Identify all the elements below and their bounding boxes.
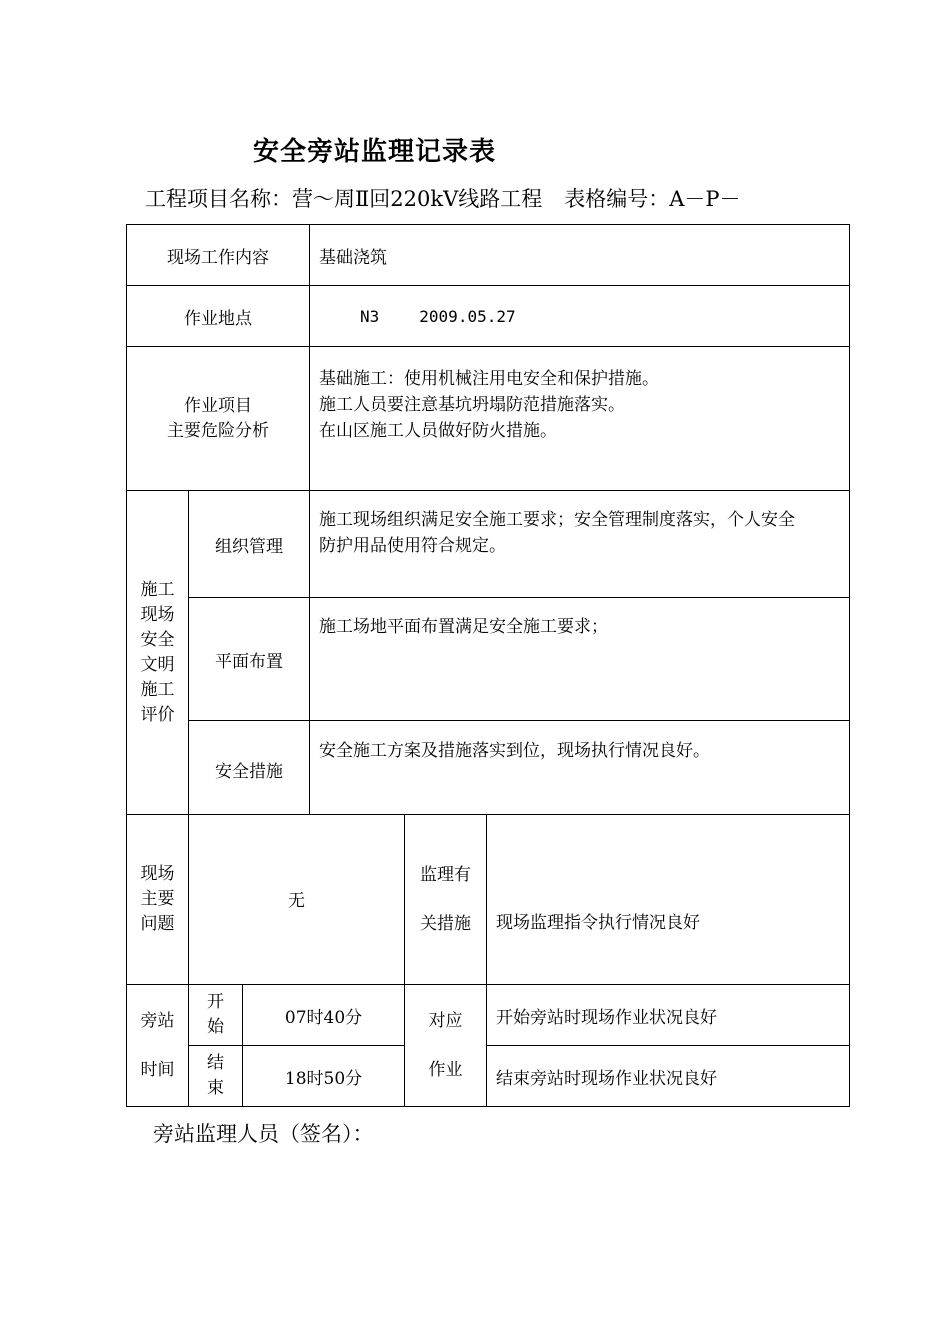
- issues-row: [127, 815, 850, 985]
- supervision-measures-value: 现场监理指令执行情况良好: [487, 815, 850, 985]
- time-label-line: 旁站: [140, 1010, 175, 1031]
- site-layout-row: [127, 598, 850, 721]
- org-management-row: [127, 491, 850, 598]
- work-date: 2009.05.27: [419, 306, 516, 326]
- issues-label: [127, 815, 189, 985]
- hazard-analysis: [310, 347, 850, 491]
- attendance-time-label: [127, 985, 189, 1107]
- end-time-row: [127, 1046, 850, 1107]
- start-status: 开始旁站时现场作业状况良好: [487, 985, 850, 1046]
- corresponding-work-label: [405, 985, 487, 1107]
- measures-label-line: 关措施: [420, 913, 472, 934]
- location-row: [127, 286, 850, 347]
- end-status: 结束旁站时现场作业状况良好: [487, 1046, 850, 1107]
- org-management-label: 组织管理: [189, 491, 310, 598]
- form-header: [145, 183, 741, 213]
- corr-label-line: 作业: [428, 1059, 463, 1080]
- location-value: [310, 286, 850, 347]
- issues-label-line: 问题: [140, 914, 175, 934]
- location-label: 作业地点: [127, 286, 310, 347]
- issues-label-line: 主要: [140, 889, 175, 909]
- evaluation-label-line: 文明: [140, 654, 175, 675]
- project-name: 营～周Ⅱ回220kV线路工程: [292, 187, 543, 211]
- tower-number: N3: [360, 306, 380, 326]
- work-content-row: [127, 225, 850, 286]
- supervision-record-table: [126, 224, 850, 1107]
- safety-measures-label: 安全措施: [189, 721, 310, 815]
- start-time: 07时40分: [243, 985, 405, 1046]
- end-label: [189, 1046, 243, 1107]
- evaluation-group-label: [127, 491, 189, 815]
- work-content-value: 基础浇筑: [310, 225, 850, 286]
- issues-value: 无: [189, 815, 405, 985]
- end-label-line: 结: [207, 1053, 224, 1073]
- end-label-line: 束: [207, 1078, 224, 1098]
- hazard-label: [127, 347, 310, 491]
- org-management-line: 防护用品使用符合规定。: [319, 536, 507, 556]
- project-name-label: 工程项目名称：: [145, 187, 292, 211]
- measures-label-line: 监理有: [420, 864, 472, 885]
- start-time-row: [127, 985, 850, 1046]
- time-label-line: 时间: [140, 1059, 175, 1080]
- supervisor-signature-label: 旁站监理人员（签名）：: [153, 1122, 374, 1146]
- evaluation-label-line: 施工: [140, 579, 175, 600]
- work-content-label: 现场工作内容: [127, 225, 310, 286]
- safety-measures-value: 安全施工方案及措施落实到位，现场执行情况良好。: [310, 721, 850, 815]
- start-label-line: 始: [207, 1017, 224, 1037]
- start-label: [189, 985, 243, 1046]
- hazard-line: 基础施工：使用机械注用电安全和保护措施。: [319, 369, 660, 389]
- form-number-label: 表格编号：: [564, 187, 670, 211]
- site-layout-value: 施工场地平面布置满足安全施工要求；: [310, 598, 850, 721]
- hazard-label-line: 作业项目: [184, 395, 252, 416]
- corr-label-line: 对应: [428, 1010, 463, 1031]
- org-management-value: [310, 491, 850, 598]
- safety-measures-row: [127, 721, 850, 815]
- issues-label-line: 现场: [140, 864, 175, 884]
- site-layout-label: 平面布置: [189, 598, 310, 721]
- hazard-line: 施工人员要注意基坑坍塌防范措施落实。: [319, 395, 626, 415]
- end-time: 18时50分: [243, 1046, 405, 1107]
- page-title: 安全旁站监理记录表: [253, 137, 497, 167]
- evaluation-label-line: 现场: [140, 604, 175, 625]
- hazard-label-line: 主要危险分析: [167, 420, 269, 441]
- start-label-line: 开: [207, 992, 224, 1012]
- hazard-row: [127, 347, 850, 491]
- evaluation-label-line: 施工: [140, 679, 175, 700]
- form-number: A－P－: [669, 187, 741, 211]
- supervision-measures-label: [405, 815, 487, 985]
- org-management-line: 施工现场组织满足安全施工要求；安全管理制度落实，个人安全: [319, 510, 796, 530]
- evaluation-label-line: 评价: [140, 704, 175, 725]
- evaluation-label-line: 安全: [140, 629, 175, 650]
- hazard-line: 在山区施工人员做好防火措施。: [319, 421, 558, 441]
